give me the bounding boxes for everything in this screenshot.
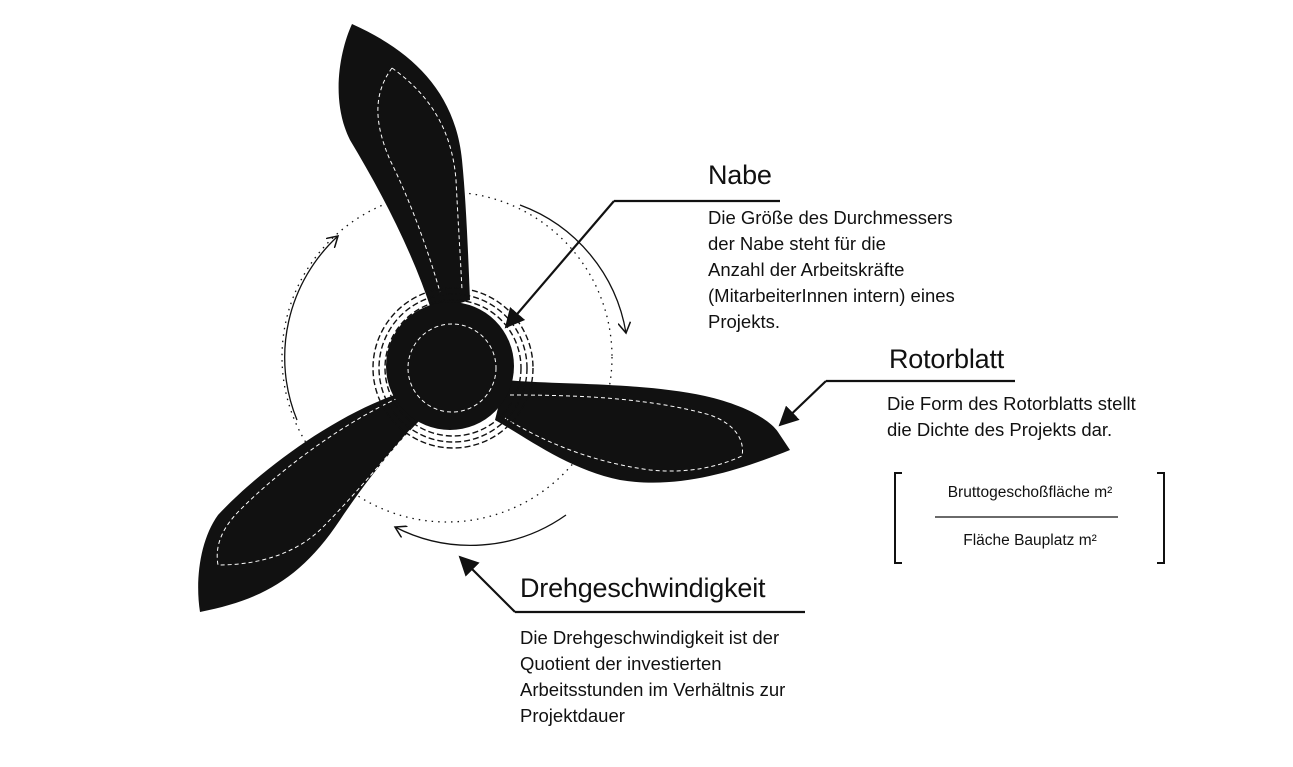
speed-description-line: Projektdauer (520, 705, 625, 726)
speed-description-line: Die Drehgeschwindigkeit ist der (520, 627, 780, 648)
speed-pointer-arrow (460, 557, 515, 612)
blade-left (198, 390, 425, 612)
blade-description-line: die Dichte des Projekts dar. (887, 419, 1113, 440)
formula-bracket-right (1157, 473, 1164, 563)
hub-description (708, 205, 955, 335)
propeller-icon (198, 24, 790, 612)
rotation-arrow-bottom (395, 515, 566, 545)
speed-description-line: Arbeitsstunden im Verhältnis zur (520, 679, 786, 700)
hub-description-line: Projekts. (708, 311, 780, 332)
rotation-arrow-right (520, 205, 626, 333)
speed-description-line: Quotient der investierten (520, 653, 722, 674)
blade-description-line: Die Form des Rotorblatts stellt (887, 393, 1136, 414)
hub-description-line: Anzahl der Arbeitskräfte (708, 259, 905, 280)
formula-denominator: Fläche Bauplatz m² (963, 532, 1097, 549)
speed-title: Drehgeschwindigkeit (520, 573, 766, 603)
hub (386, 302, 514, 430)
hub-title: Nabe (708, 160, 772, 190)
blade-pointer-arrow (780, 381, 826, 425)
blade-title: Rotorblatt (889, 344, 1005, 374)
hub-description-line: der Nabe steht für die (708, 233, 886, 254)
formula-bracket-left (895, 473, 902, 563)
blade-top (339, 24, 470, 312)
hub-description-line: Die Größe des Durchmessers (708, 207, 953, 228)
speed-description (520, 625, 785, 729)
formula-numerator: Bruttogeschoßfläche m² (947, 484, 1113, 501)
hub-description-line: (MitarbeiterInnen intern) eines (708, 285, 955, 306)
blade-description (887, 391, 1136, 443)
